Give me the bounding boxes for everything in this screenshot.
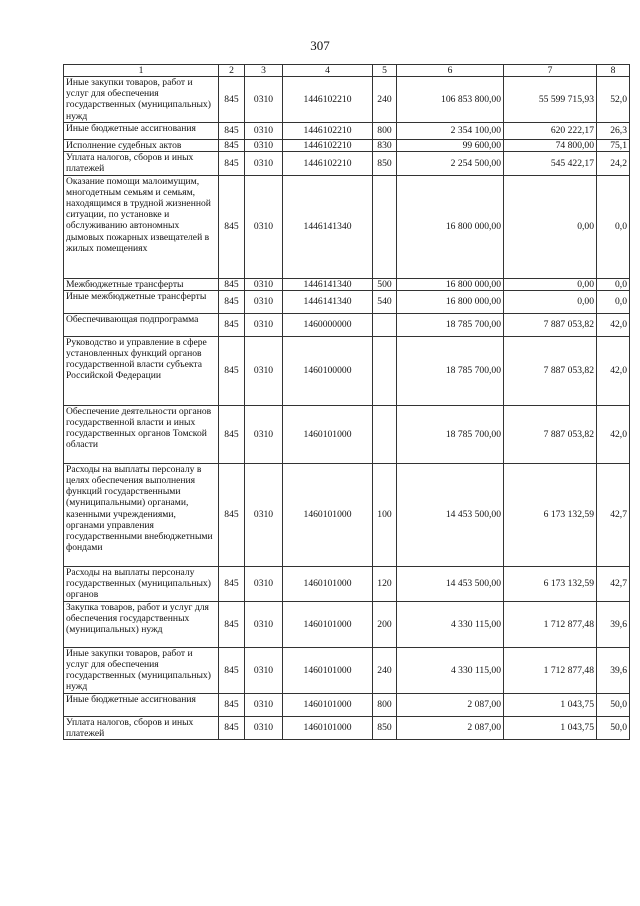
row-expense-type: 120: [373, 566, 397, 601]
row-executed-amount: 1 712 877,48: [504, 601, 597, 647]
table-row: [64, 152, 630, 175]
row-chapter: 845: [219, 716, 245, 739]
row-expense-type: [373, 175, 397, 278]
row-executed-amount: 0,00: [504, 290, 597, 313]
row-chapter: 845: [219, 290, 245, 313]
column-header: 8: [597, 65, 630, 77]
page-number: 307: [310, 38, 330, 53]
row-percent: 42,0: [597, 313, 630, 336]
row-chapter: 845: [219, 77, 245, 123]
row-percent: 26,3: [597, 123, 630, 140]
row-planned-amount: 2 087,00: [397, 693, 504, 716]
row-expense-type: 800: [373, 123, 397, 140]
budget-table: [63, 64, 630, 740]
row-name: Уплата налогов, сборов и иных платежей: [64, 716, 219, 739]
row-chapter: 845: [219, 175, 245, 278]
row-planned-amount: 16 800 000,00: [397, 175, 504, 278]
row-percent: 42,7: [597, 566, 630, 601]
row-section: 0310: [245, 77, 283, 123]
row-planned-amount: 18 785 700,00: [397, 313, 504, 336]
row-executed-amount: 1 043,75: [504, 716, 597, 739]
row-target-article: 1446102210: [283, 152, 373, 175]
row-target-article: 1446141340: [283, 278, 373, 290]
row-name: Иные бюджетные ассигнования: [64, 693, 219, 716]
row-target-article: 1460000000: [283, 313, 373, 336]
row-name: Уплата налогов, сборов и иных платежей: [64, 152, 219, 175]
row-expense-type: 850: [373, 716, 397, 739]
table-row: [64, 140, 630, 152]
row-planned-amount: 2 354 100,00: [397, 123, 504, 140]
row-chapter: 845: [219, 336, 245, 405]
row-target-article: 1446141340: [283, 175, 373, 278]
row-executed-amount: 0,00: [504, 278, 597, 290]
row-target-article: 1446141340: [283, 290, 373, 313]
column-header: 4: [283, 65, 373, 77]
table-row: [64, 336, 630, 405]
row-executed-amount: 7 887 053,82: [504, 313, 597, 336]
row-expense-type: 200: [373, 601, 397, 647]
table-row: [64, 313, 630, 336]
row-expense-type: 830: [373, 140, 397, 152]
row-executed-amount: 620 222,17: [504, 123, 597, 140]
row-executed-amount: 1 043,75: [504, 693, 597, 716]
row-expense-type: 800: [373, 693, 397, 716]
row-chapter: 845: [219, 601, 245, 647]
row-section: 0310: [245, 566, 283, 601]
table-row: [64, 290, 630, 313]
table-row: [64, 601, 630, 647]
row-name: Обеспечивающая подпрограмма: [64, 313, 219, 336]
row-percent: 42,0: [597, 336, 630, 405]
row-expense-type: 100: [373, 463, 397, 566]
row-executed-amount: 0,00: [504, 175, 597, 278]
table-row: [64, 77, 630, 123]
row-expense-type: 240: [373, 647, 397, 693]
row-section: 0310: [245, 175, 283, 278]
column-header: 5: [373, 65, 397, 77]
row-name: Расходы на выплаты персоналу государственных (муниципальных) органов: [64, 566, 219, 601]
row-percent: 0,0: [597, 278, 630, 290]
row-planned-amount: 2 087,00: [397, 716, 504, 739]
row-percent: 0,0: [597, 175, 630, 278]
row-name: Обеспечение деятельности органов государственной власти и иных государственных органов Томской области: [64, 405, 219, 463]
row-planned-amount: 99 600,00: [397, 140, 504, 152]
row-percent: 39,6: [597, 647, 630, 693]
row-section: 0310: [245, 405, 283, 463]
row-percent: 50,0: [597, 693, 630, 716]
row-executed-amount: 74 800,00: [504, 140, 597, 152]
table-row: [64, 566, 630, 601]
row-section: 0310: [245, 313, 283, 336]
row-percent: 50,0: [597, 716, 630, 739]
row-name: Иные закупки товаров, работ и услуг для обеспечения государственных (муниципальных) нужд: [64, 77, 219, 123]
row-executed-amount: 55 599 715,93: [504, 77, 597, 123]
row-expense-type: 240: [373, 77, 397, 123]
row-name: Закупка товаров, работ и услуг для обеспечения государственных (муниципальных) нужд: [64, 601, 219, 647]
row-chapter: 845: [219, 313, 245, 336]
column-header: 1: [64, 65, 219, 77]
row-section: 0310: [245, 278, 283, 290]
row-percent: 75,1: [597, 140, 630, 152]
row-planned-amount: 4 330 115,00: [397, 601, 504, 647]
row-expense-type: 850: [373, 152, 397, 175]
row-executed-amount: 7 887 053,82: [504, 336, 597, 405]
row-target-article: 1460101000: [283, 566, 373, 601]
row-section: 0310: [245, 693, 283, 716]
row-section: 0310: [245, 123, 283, 140]
row-expense-type: [373, 336, 397, 405]
row-section: 0310: [245, 601, 283, 647]
row-percent: 0,0: [597, 290, 630, 313]
row-name: Руководство и управление в сфере установленных функций органов государственной власти субъекта Российской Федерации: [64, 336, 219, 405]
row-planned-amount: 14 453 500,00: [397, 463, 504, 566]
row-name: Исполнение судебных актов: [64, 140, 219, 152]
row-chapter: 845: [219, 463, 245, 566]
row-target-article: 1460101000: [283, 716, 373, 739]
row-name: Оказание помощи малоимущим, многодетным семьям и семьям, находящимся в трудной жизненной ситуации, по установке и обслуживанию автономных дымовых пожарных извещателей в жилых помещениях: [64, 175, 219, 278]
column-header: 2: [219, 65, 245, 77]
table-row: [64, 123, 630, 140]
row-expense-type: [373, 313, 397, 336]
row-target-article: 1460101000: [283, 647, 373, 693]
row-planned-amount: 2 254 500,00: [397, 152, 504, 175]
row-chapter: 845: [219, 566, 245, 601]
row-target-article: 1460101000: [283, 601, 373, 647]
column-header: 3: [245, 65, 283, 77]
table-row: [64, 278, 630, 290]
row-target-article: 1446102210: [283, 77, 373, 123]
row-section: 0310: [245, 290, 283, 313]
row-executed-amount: 545 422,17: [504, 152, 597, 175]
row-name: Иные бюджетные ассигнования: [64, 123, 219, 140]
row-planned-amount: 16 800 000,00: [397, 290, 504, 313]
row-section: 0310: [245, 152, 283, 175]
row-percent: 42,0: [597, 405, 630, 463]
table-row: [64, 463, 630, 566]
table-row: [64, 716, 630, 739]
row-target-article: 1460101000: [283, 405, 373, 463]
row-executed-amount: 6 173 132,59: [504, 463, 597, 566]
row-percent: 42,7: [597, 463, 630, 566]
row-percent: 52,0: [597, 77, 630, 123]
row-planned-amount: 18 785 700,00: [397, 405, 504, 463]
row-target-article: 1460101000: [283, 463, 373, 566]
table-row: [64, 693, 630, 716]
row-planned-amount: 16 800 000,00: [397, 278, 504, 290]
row-percent: 24,2: [597, 152, 630, 175]
row-name: Межбюджетные трансферты: [64, 278, 219, 290]
table-row: [64, 647, 630, 693]
row-chapter: 845: [219, 152, 245, 175]
row-planned-amount: 18 785 700,00: [397, 336, 504, 405]
row-expense-type: 500: [373, 278, 397, 290]
row-target-article: 1460101000: [283, 693, 373, 716]
row-target-article: 1460100000: [283, 336, 373, 405]
row-section: 0310: [245, 716, 283, 739]
row-section: 0310: [245, 336, 283, 405]
row-executed-amount: 6 173 132,59: [504, 566, 597, 601]
table-row: [64, 175, 630, 278]
table-row: [64, 405, 630, 463]
row-chapter: 845: [219, 693, 245, 716]
row-target-article: 1446102210: [283, 123, 373, 140]
header-row: [64, 65, 630, 77]
row-name: Иные межбюджетные трансферты: [64, 290, 219, 313]
row-planned-amount: 14 453 500,00: [397, 566, 504, 601]
row-chapter: 845: [219, 140, 245, 152]
row-name: Иные закупки товаров, работ и услуг для обеспечения государственных (муниципальных) нужд: [64, 647, 219, 693]
row-name: Расходы на выплаты персоналу в целях обеспечения выполнения функций государственными (муниципальными) органами, казенными учреждениями, органами управления государственными внебюджетными фондами: [64, 463, 219, 566]
row-section: 0310: [245, 647, 283, 693]
row-chapter: 845: [219, 123, 245, 140]
column-header: 6: [397, 65, 504, 77]
row-section: 0310: [245, 140, 283, 152]
row-section: 0310: [245, 463, 283, 566]
row-percent: 39,6: [597, 601, 630, 647]
row-executed-amount: 7 887 053,82: [504, 405, 597, 463]
row-chapter: 845: [219, 278, 245, 290]
column-header: 7: [504, 65, 597, 77]
row-planned-amount: 4 330 115,00: [397, 647, 504, 693]
row-chapter: 845: [219, 405, 245, 463]
row-expense-type: [373, 405, 397, 463]
row-planned-amount: 106 853 800,00: [397, 77, 504, 123]
row-target-article: 1446102210: [283, 140, 373, 152]
row-expense-type: 540: [373, 290, 397, 313]
row-chapter: 845: [219, 647, 245, 693]
row-executed-amount: 1 712 877,48: [504, 647, 597, 693]
